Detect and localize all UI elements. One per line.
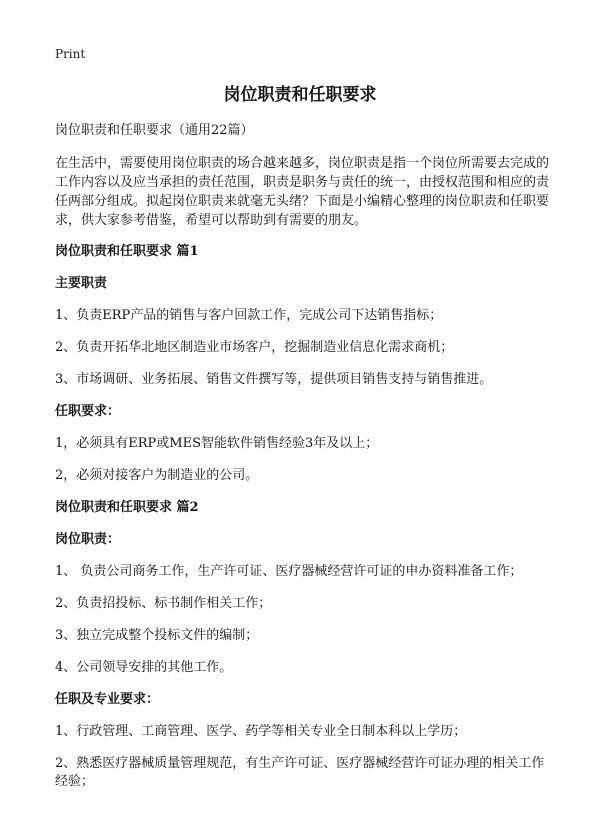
list-item: 1、负责ERP产品的销售与客户回款工作，完成公司下达销售指标；: [55, 308, 443, 323]
list-item: 2、负责开拓华北地区制造业市场客户，挖掘制造业信息化需求商机；: [55, 340, 454, 355]
section-subheading: 主要职责: [55, 276, 108, 291]
section-heading: 岗位职责和任职要求 篇2: [55, 500, 199, 515]
list-item: 3、市场调研、业务拓展、销售文件撰写等，提供项目销售支持与销售推进。: [55, 372, 493, 387]
list-item: 2、熟悉医疗器械质量管理规范，有生产许可证、医疗器械经营许可证办理的相关工作经验；: [55, 756, 545, 789]
list-item: 2、负责招投标、标书制作相关工作；: [55, 596, 272, 611]
list-item: 1、 负责公司商务工作，生产许可证、医疗器械经营许可证的申办资料准备工作；: [55, 564, 523, 579]
section-subheading: 岗位职责：: [55, 532, 121, 547]
intro-paragraph: 在生活中，需要使用岗位职责的场合越来越多，岗位职责是指一个岗位所需要去完成的工作内容以及应当承担的责任范围，职责是职务与责任的统一，由授权范围和相应的责任两部分组成。拟起岗位职责来就毫无头绪？下面是小编精心整理的岗位职责和任职要求，供大家参考借鉴，希望可以帮助到有需要的朋友。: [55, 156, 550, 228]
list-item: 4、公司领导安排的其他工作。: [55, 660, 233, 675]
print-label[interactable]: Print: [55, 47, 86, 61]
page-title: 岗位职责和任职要求: [223, 85, 377, 105]
list-item: 1、行政管理、工商管理、医学、药学等相关专业全日制本科以上学历；: [55, 724, 467, 739]
document-subtitle: 岗位职责和任职要求（通用22篇）: [55, 123, 254, 138]
section-1: [55, 243, 555, 485]
list-item: 1，必须具有ERP或MES智能软件销售经验3年及以上；: [55, 436, 379, 451]
document-body: [55, 122, 555, 805]
list-item: 2，必须对接客户为制造业的公司。: [55, 468, 259, 483]
section-subheading: 任职要求：: [55, 404, 121, 419]
section-heading: 岗位职责和任职要求 篇1: [55, 244, 199, 259]
section-2: [55, 499, 555, 791]
section-subheading: 任职及专业要求：: [55, 692, 160, 707]
list-item: 3、独立完成整个投标文件的编制；: [55, 628, 259, 643]
